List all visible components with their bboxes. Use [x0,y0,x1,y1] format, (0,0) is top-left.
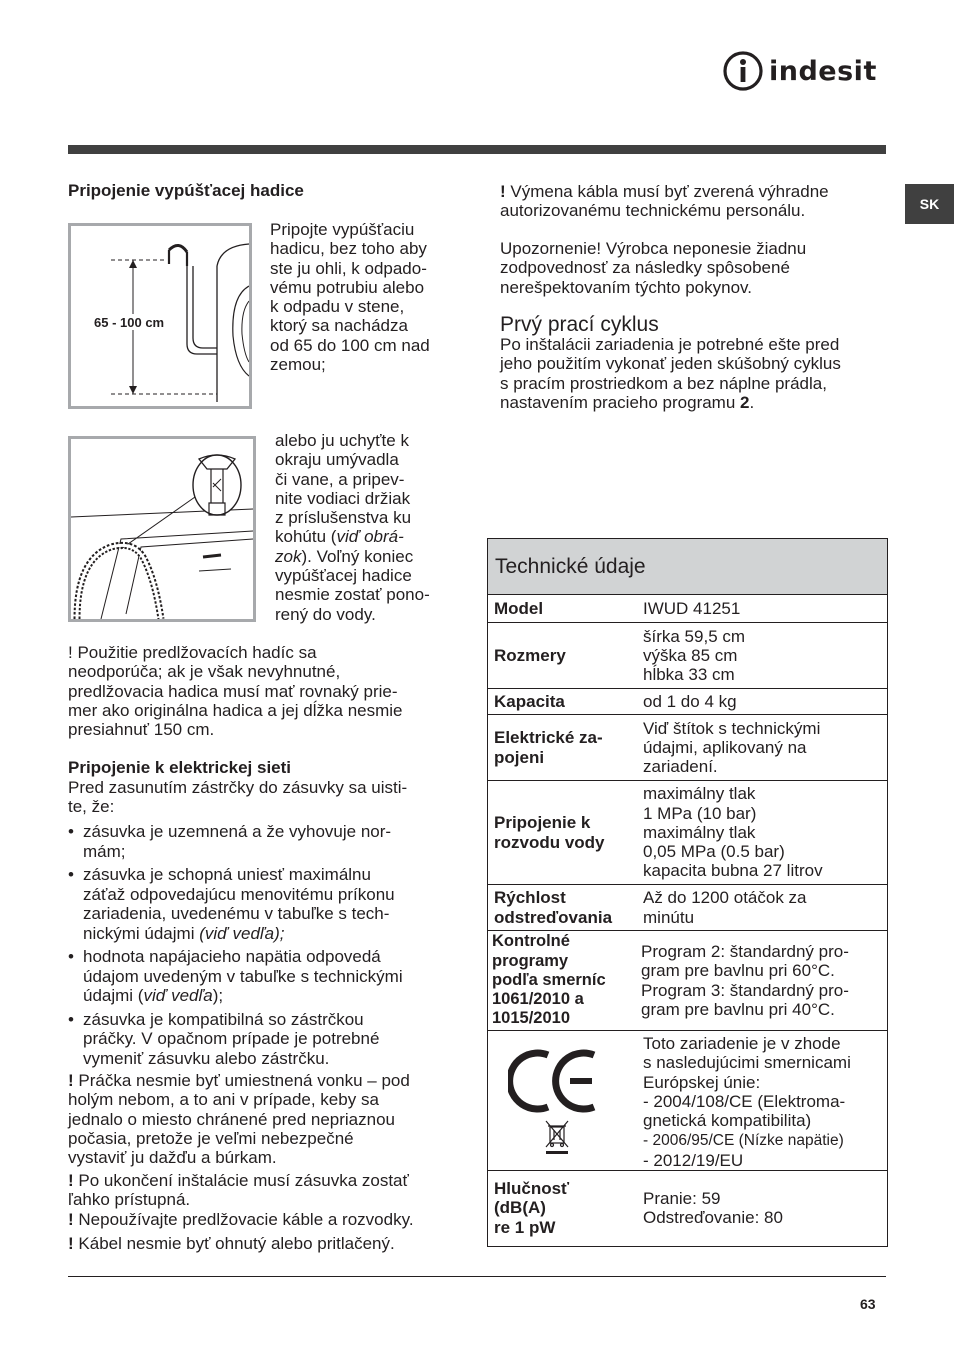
row-value: Pranie: 59 Odstreďovanie: 80 [643,1188,783,1227]
row-label: Rýchlost odstreďovania [494,888,613,927]
electrical-checklist [68,822,468,1072]
brand-name: indesit [769,55,877,87]
cable-replacement-text: Výmena kábla musí byť zverená výhradne autorizovanému technickému personálu. [500,182,829,221]
warning-mark: ! [68,1234,74,1253]
drain-sink-text-ref: viď obrá- zok [275,527,404,566]
row-value: šírka 59,5 cm výška 85 cm hĺbka 33 cm [643,626,746,685]
warning-mark: ! [68,1210,74,1229]
header-bar [68,145,886,154]
first-wash-end: . [749,392,755,412]
drain-sink-text-part1: alebo ju uchyťte k okraju umývadla či vane, a pripev- nite vodiaci držiak z príslušenstva ku kohútu ( [275,431,412,547]
warning-outdoor [68,1071,410,1167]
row-value: IWUD 41251 [643,598,741,618]
row-label: Kapacita [494,691,565,711]
table-row [488,715,887,781]
row-value [643,1034,883,1170]
warning-outdoor-text: Práčka nesmie byť umiestnená vonku – pod holým nebom, a to ani v prípade, keby sa jednalo o miesto chránené pred nepriaznou počasia, pretože je veľmi nebezpečné vystaviť ju dažďu a búrkam. [68,1071,410,1168]
first-wash-body: Po inštalácii zariadenia je potrebné ešte pred jeho použitím vykonať jeden skúšobný cyklus s pracím prostriedkom a bez náplne prádla, nastavením pracieho programu [500,335,841,412]
weee-bin-icon [546,1121,568,1147]
language-tab: SK [905,184,954,224]
first-wash-heading: Prvý prací cyklus [500,313,659,336]
list-item [68,947,468,1006]
list-item [68,1010,468,1069]
table-row [488,689,887,715]
table-row [488,1171,887,1245]
drain-sink-figure [68,436,256,622]
table-row [488,623,887,689]
row-label: Elektrické za- pojeni [494,728,603,767]
row-label: Kontrolné programy podľa smerníc 1061/2010 a 1015/2010 [492,932,606,1028]
technical-data-title: Technické údaje [488,539,887,595]
drain-sink-illustration [71,439,253,619]
drain-hose-heading: Pripojenie vypúšťacej hadice [68,181,304,200]
drain-wall-figure [68,223,252,409]
list-item [68,865,468,943]
ce-mark-icon [508,1037,618,1165]
table-row [488,885,887,931]
warning-socket-text: Po ukončení inštalácie musí zásuvka zostať ľahko prístupná. [68,1171,409,1210]
manufacturer-caution: Upozornenie! Výrobca neponesie žiadnu zodpovednosť za následky spôsobené nerešpektovaním týchto pokynov. [500,239,807,297]
cable-replacement-note [500,182,829,221]
ce-weee-marks [508,1037,618,1165]
first-wash-program: 2 [740,392,750,412]
bullet-4-text: zásuvka je kompatibilná so zástrčkou práčky. V opačnom prípade je potrebné vymeniť zásuvku alebo zástrčku. [83,1009,380,1068]
directives-text: Toto zariadenie je v zhode s nasledujúcimi smernicami Európskej únie: - 2004/108/CE (Elektroma- gnetická kompatibilita) [643,1034,851,1131]
drain-sink-text [275,431,430,624]
drain-sink-text-part2: ). Voľný koniec vypúšťacej hadice nesmie zostať pono- rený do vody. [275,546,430,624]
drain-height-label: 65 - 100 cm [94,315,165,330]
indesit-logo [722,50,877,92]
warning-extension-cables [68,1210,414,1229]
footer-divider [68,1276,886,1277]
warning-extension-text: Nepoužívajte predlžovacie káble a rozvodky. [73,1210,414,1229]
electrical-intro: Pred zasunutím zástrčky do zásuvky sa uisti- te, že: [68,778,408,817]
row-value: Až do 1200 otáčok za minútu [643,888,807,927]
technical-data-table [487,538,888,1247]
directive-low-voltage: - 2006/95/CE (Nízke napätie) [643,1132,844,1150]
row-value: Program 2: štandardný pro- gram pre bavlnu pri 60°C. Program 3: štandardný pro- gram pre bavlnu pri 40°C. [641,941,849,1019]
warning-mark: ! [68,1171,74,1190]
warning-cable-bend [68,1234,395,1253]
list-item [68,822,468,861]
table-row [488,595,887,623]
first-wash-text [500,335,841,412]
row-value: od 1 do 4 kg [643,691,737,711]
electrical-heading: Pripojenie k elektrickej sieti [68,758,292,777]
warning-mark: ! [68,1071,74,1090]
table-row [488,781,887,885]
bullet-3-ref: viď vedľa [143,986,213,1005]
extension-hose-note: ! Použitie predlžovacích hadíc sa neodporúča; ak je však nevyhnutné, predlžovacia hadica musí mať rovnaký prie- mer ako originálna hadica a jej dĺžka nesmie presiahnuť 150 cm. [68,643,403,740]
bullet-2-text: zásuvka je schopná uniesť maximálnu záťaž odpovedajúcu menovitému príkonu zariadenia, uvedenému v tabuľke s tech- nickými údajmi [83,865,395,943]
row-label: Rozmery [494,645,566,665]
bullet-3-end: ); [212,986,224,1005]
drain-wall-text: Pripojte vypúšťaciu hadicu, bez toho aby ste ju ohli, k odpado- vému potrubiu alebo k odpadu v stene, ktorý sa nachádza od 65 do 100 cm nad zemou; [270,220,430,375]
row-label: Hlučnosť (dB(A) re 1 pW [494,1179,570,1237]
row-label: Model [494,598,544,618]
bullet-2-ref: (viď vedľa); [199,923,285,943]
bullet-3-text: hodnota napájacieho napätia odpovedá údajom uvedeným v tabuľke s technickými údajmi ( [83,947,403,1005]
directive-weee: - 2012/19/EU [643,1150,744,1170]
indesit-logo-icon [722,50,764,92]
bullet-1-text: zásuvka je uzemnená a že vyhovuje nor- mám; [83,822,392,861]
warning-mark: ! [500,182,506,201]
table-row [488,931,887,1031]
row-label: Pripojenie k rozvodu vody [494,813,605,852]
warning-socket-access [68,1171,409,1210]
row-value: Viď štítok s technickými údajmi, aplikovaný na zariadení. [643,718,821,777]
warning-cable-text: Kábel nesmie byť ohnutý alebo pritlačený. [73,1234,395,1253]
row-value: maximálny tlak 1 MPa (10 bar) maximálny tlak 0,05 MPa (0.5 bar) kapacita bubna 27 litrov [643,784,823,881]
page-number: 63 [860,1296,876,1312]
table-row [488,1031,887,1171]
